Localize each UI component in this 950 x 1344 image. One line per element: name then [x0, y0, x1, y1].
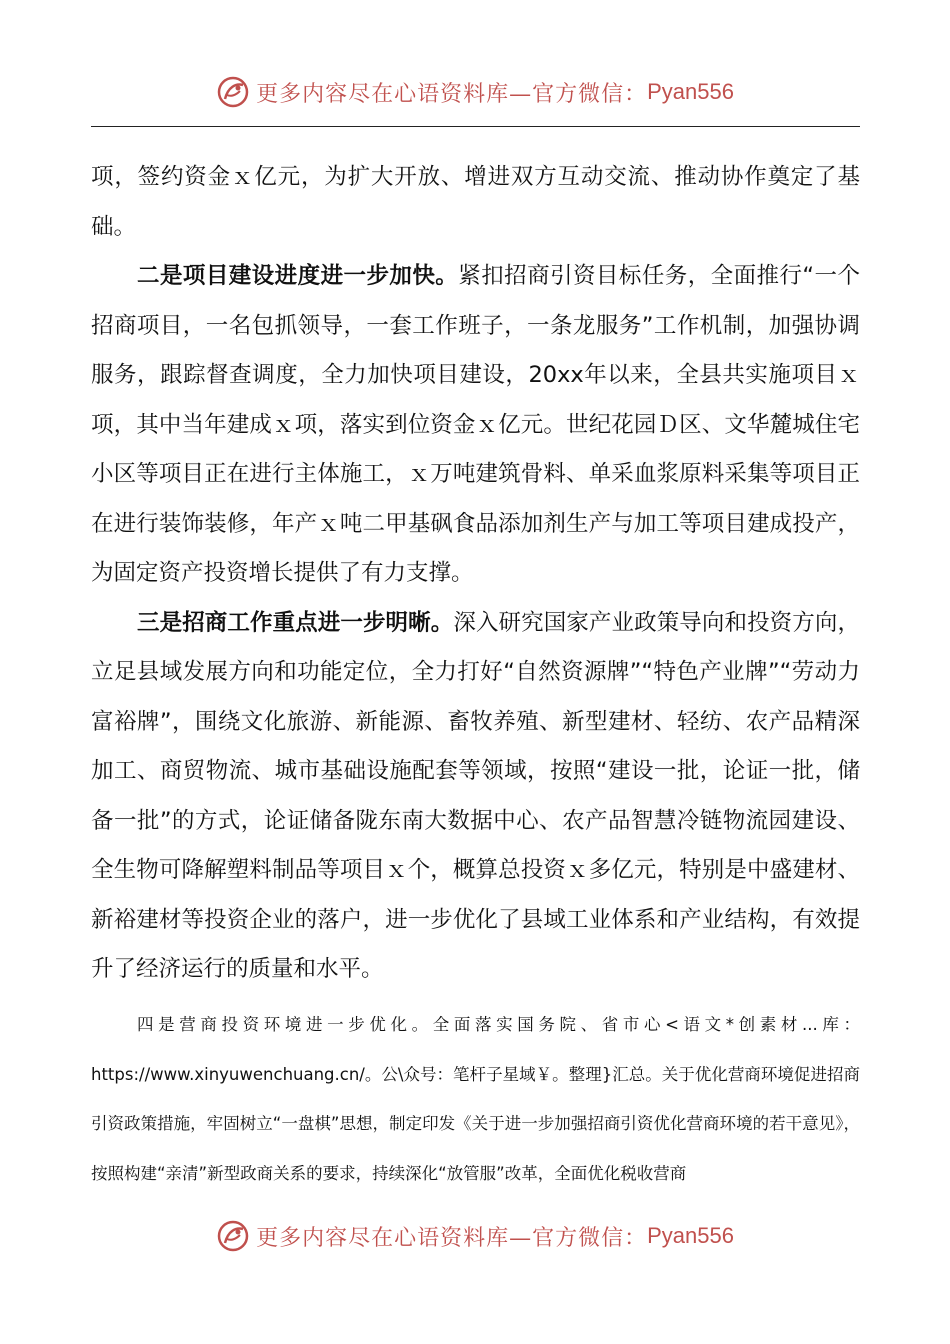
wechat-id: Pyan556	[647, 1223, 734, 1248]
paragraph-1: 项，签约资金ｘ亿元，为扩大开放、增进双方互动交流、推动协作奠定了基础。	[91, 164, 860, 240]
paragraph-2-body: 紧扣招商引资目标任务，全面推行“一个招商项目，一名包抓领导，一套工作班子，一条龙服务”工作机制，加强协调服务，跟踪督查调度，全力加快项目建设，20xx年以来，全县共实施项目ｘ项，其中当年建成ｘ项，落实到位资金ｘ亿元。世纪花园Ｄ区、文华麓城住宅小区等项目正在进行主体施工，ｘ万吨建筑骨料、单采血浆原料采集等项目正在进行装饰装修，年产ｘ吨二甲基砜食品添加剂生产与加工等项目建成投产，为固定资产投资增长提供了有力支撑。	[91, 263, 860, 586]
document-body	[91, 153, 860, 995]
paragraph-2-heading: 二是项目建设进度进一步加快。	[137, 263, 459, 289]
wechat-id: Pyan556	[647, 79, 734, 104]
paragraph-3-heading: 三是招商工作重点进一步明晰。	[137, 609, 454, 636]
footer-watermark-banner	[0, 1214, 950, 1258]
logo-icon	[216, 1219, 250, 1253]
header-watermark-banner	[0, 70, 950, 114]
paragraph-3-body: 深入研究国家产业政策导向和投资方向，立足县域发展方向和功能定位，全力打好“自然资源牌”“特色产业牌”“劳动力富裕牌”，围绕文化旅游、新能源、畜牧养殖、新型建材、轻纺、农产品精深加工、商贸物流、城市基础设施配套等领域，按照“建设一批，论证一批，储备一批”的方式，论证储备陇东南大数据中心、农产品智慧冷链物流园建设、全生物可降解塑料制品等项目ｘ个，概算总投资ｘ多亿元，特别是中盛建材、新裕建材等投资企业的落户，进一步优化了县域工业体系和产业结构，有效提升了经济运行的质量和水平。	[91, 609, 860, 982]
logo-icon	[216, 75, 250, 109]
banner-text: 更多内容尽在心语资料库—官方微信：	[256, 81, 648, 107]
paragraph-2	[91, 252, 860, 599]
banner-text: 更多内容尽在心语资料库—官方微信：	[256, 1225, 648, 1251]
paragraph-3	[91, 599, 860, 995]
header-divider	[91, 126, 860, 127]
paragraph-4: 四是营商投资环境进一步优化。全面落实国务院、省市心<语文*创素材...库：https://www.xinyuwenchuang.cn/。公\众号：笔杆子星域￥。整理}汇总。关于优化营商环境促进招商引资政策措施，牢固树立“一盘棋”思想，制定印发《关于进一步加强招商引资优化营商环境的若干意见》，按照构建“亲清”新型政商关系的要求，持续深化“放管服”改革，全面优化税收营商	[91, 1015, 860, 1183]
